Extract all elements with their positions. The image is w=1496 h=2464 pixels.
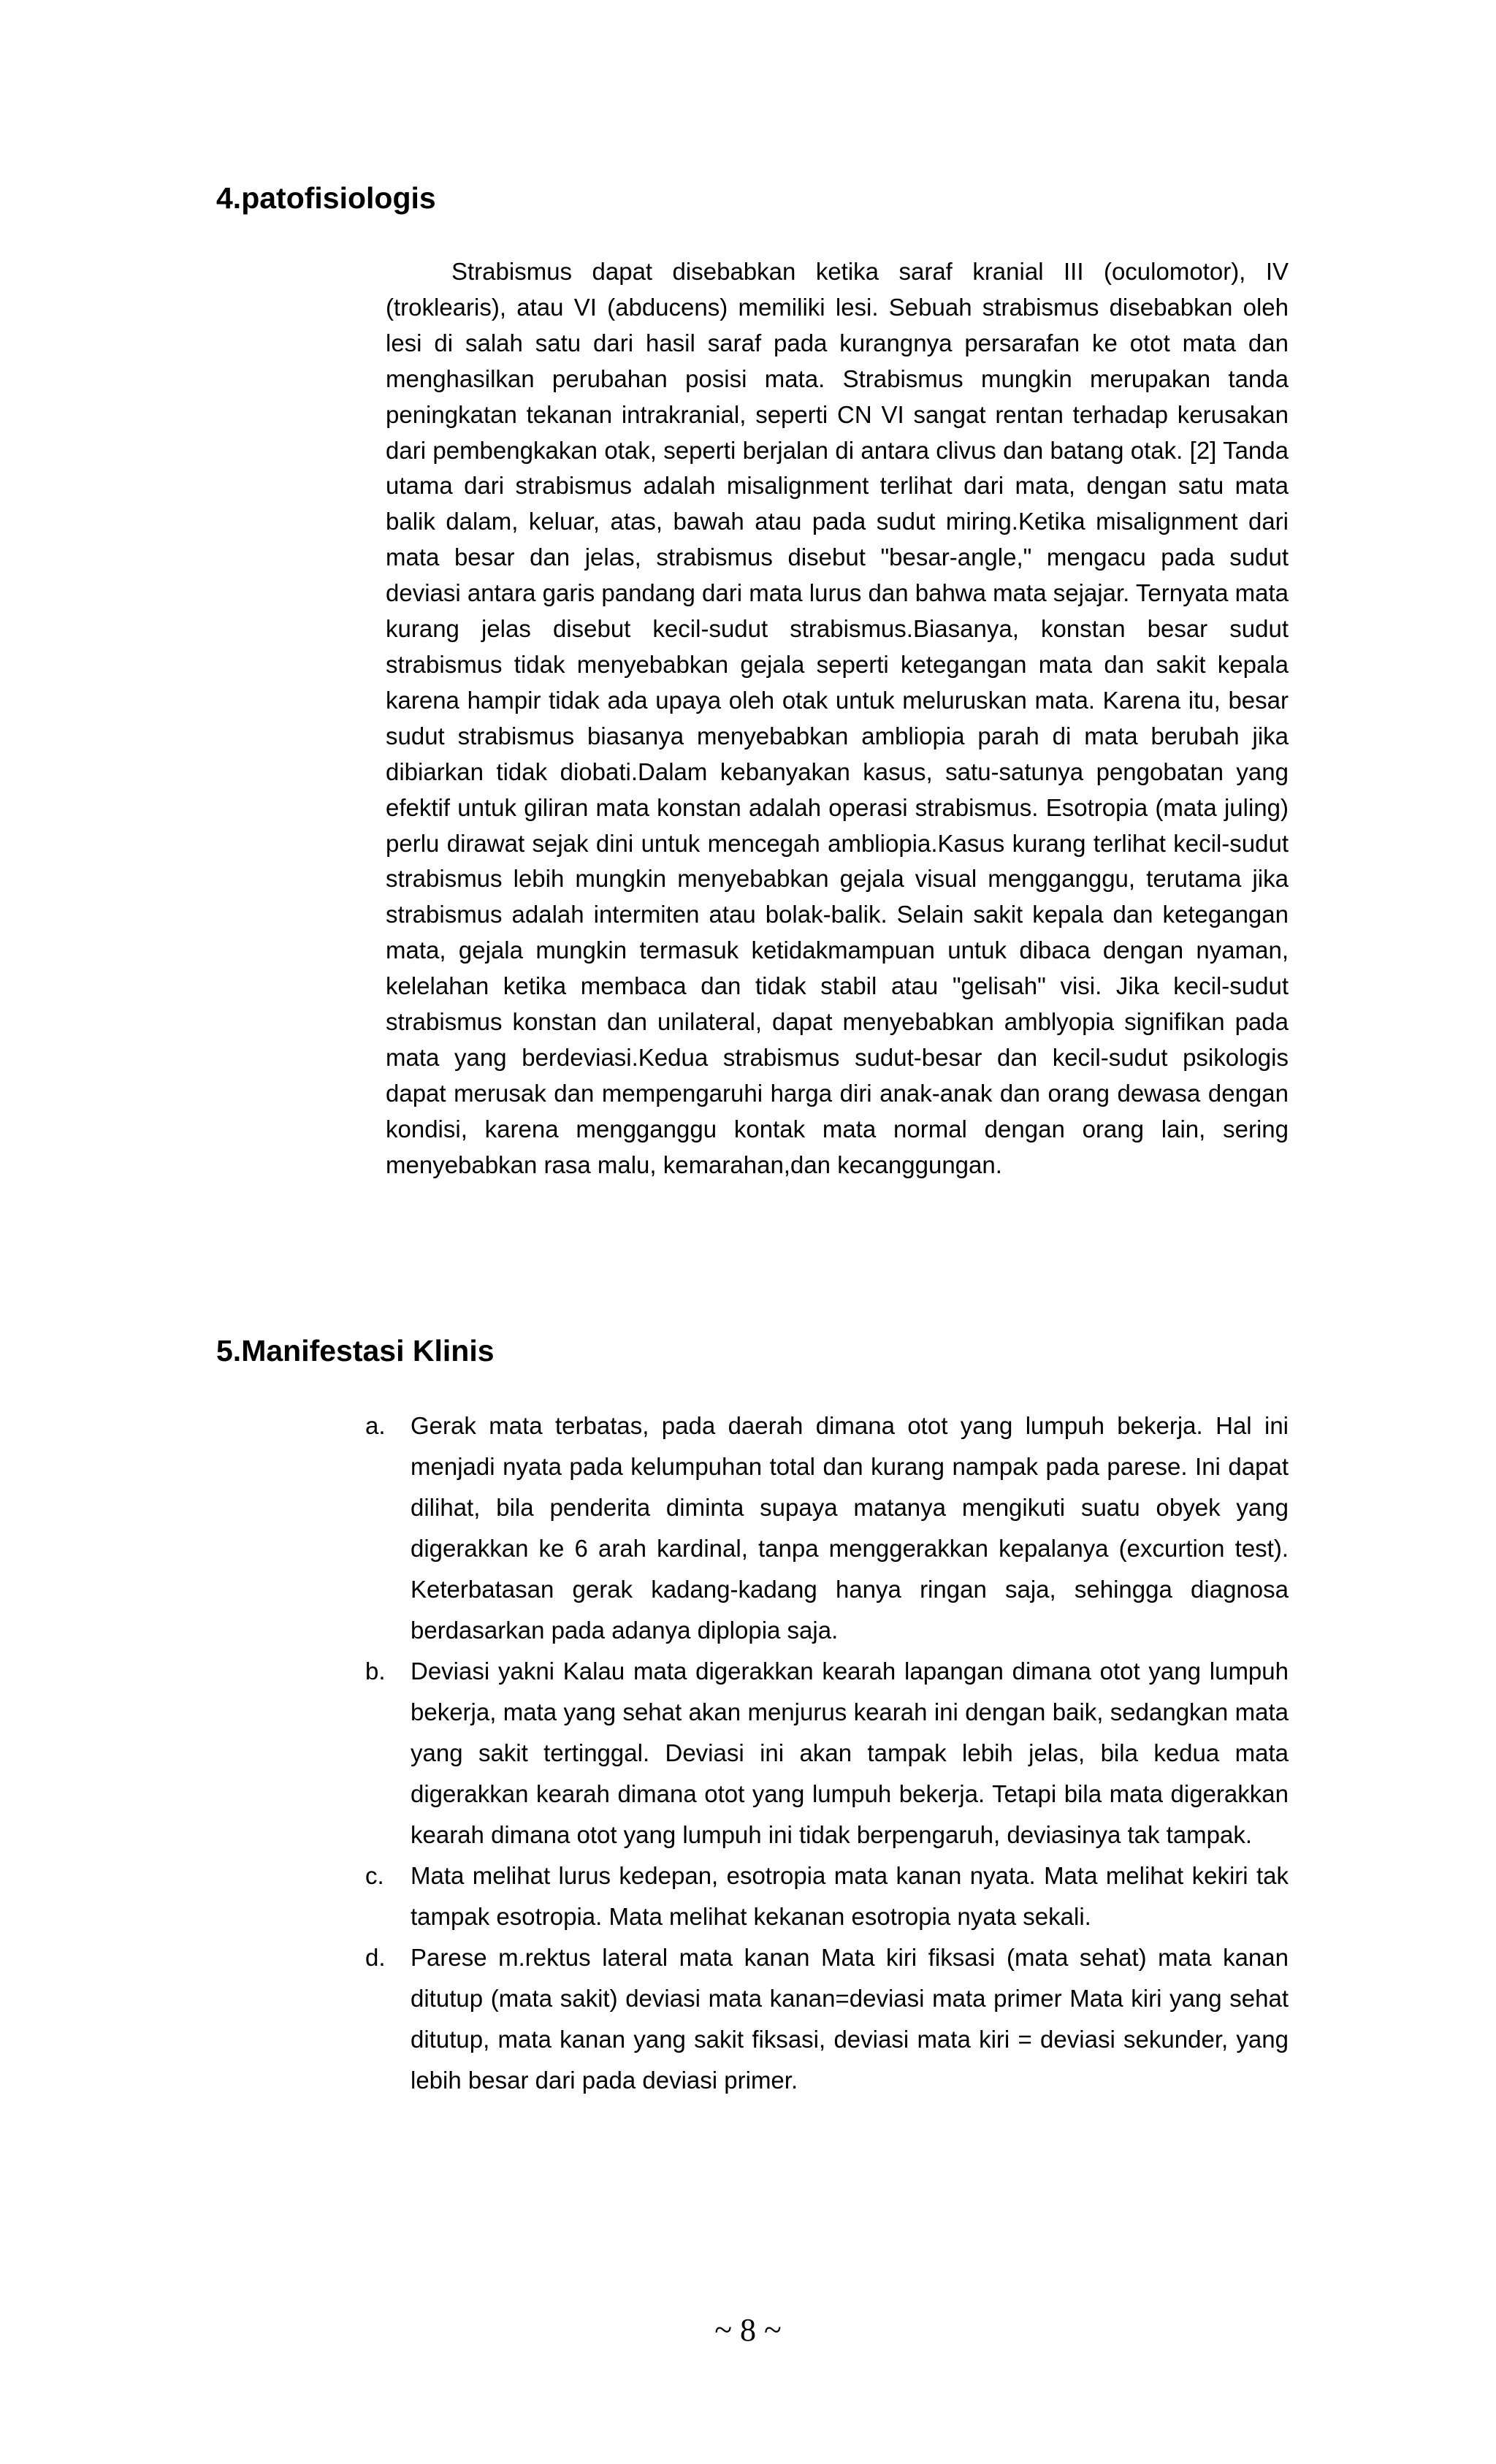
section-heading-patofisiologis: 4.patofisiologis	[216, 181, 436, 215]
patofisiologis-paragraph: Strabismus dapat disebabkan ketika saraf kranial III (oculomotor), IV (troklearis), atau VI (abducens) memiliki lesi. Sebuah strabismus disebabkan oleh lesi di salah satu dari hasil saraf pada kurangnya persarafan ke otot mata dan menghasilkan perubahan posisi mata. Strabismus mungkin merupakan tanda peningkatan tekanan intrakranial, seperti CN VI sangat rentan terhadap kerusakan dari pembengkakan otak, seperti berjalan di antara clivus dan batang otak. [2] Tanda utama dari strabismus adalah misalignment terlihat dari mata, dengan satu mata balik dalam, keluar, atas, bawah atau pada sudut miring.Ketika misalignment dari mata besar dan jelas, strabismus disebut "besar-angle," mengacu pada sudut deviasi antara garis pandang dari mata lurus dan bahwa mata sejajar. Ternyata mata kurang jelas disebut kecil-sudut strabismus.Biasanya, konstan besar sudut strabismus tidak menyebabkan gejala seperti ketegangan mata dan sakit kepala karena hampir tidak ada upaya oleh otak untuk meluruskan mata. Karena itu, besar sudut strabismus biasanya menyebabkan ambliopia parah di mata berubah jika dibiarkan tidak diobati.Dalam kebanyakan kasus, satu-satunya pengobatan yang efektif untuk giliran mata konstan adalah operasi strabismus. Esotropia (mata juling) perlu dirawat sejak dini untuk mencegah ambliopia.Kasus kurang terlihat kecil-sudut strabismus lebih mungkin menyebabkan gejala visual mengganggu, terutama jika strabismus adalah intermiten atau bolak-balik. Selain sakit kepala dan ketegangan mata, gejala mungkin termasuk ketidakmampuan untuk dibaca dengan nyaman, kelelahan ketika membaca dan tidak stabil atau "gelisah" visi. Jika kecil-sudut strabismus konstan dan unilateral, dapat menyebabkan amblyopia signifikan pada mata yang berdeviasi.Kedua strabismus sudut-besar dan kecil-sudut psikologis dapat merusak dan mempengaruhi harga diri anak-anak dan orang dewasa dengan kondisi, karena mengganggu kontak mata normal dengan orang lain, sering menyebabkan rasa malu, kemarahan,dan kecanggungan.	[386, 258, 1289, 1178]
list-marker: b.	[365, 1658, 386, 1685]
list-item	[365, 1937, 1289, 2101]
list-item	[365, 1855, 1289, 1937]
manifestasi-list	[365, 1405, 1289, 2101]
section-heading-manifestasi-klinis: 5.Manifestasi Klinis	[216, 1334, 495, 1368]
list-marker: d.	[365, 1944, 386, 1971]
list-item-text: Deviasi yakni Kalau mata digerakkan kearah lapangan dimana otot yang lumpuh bekerja, mata yang sehat akan menjurus kearah ini dengan baik, sedangkan mata yang sakit tertinggal. Deviasi ini akan tampak lebih jelas, bila kedua mata digerakkan kearah dimana otot yang lumpuh bekerja. Tetapi bila mata digerakkan kearah dimana otot yang lumpuh ini tidak berpengaruh, deviasinya tak tampak.	[411, 1658, 1289, 1848]
list-marker: c.	[365, 1862, 384, 1889]
list-item	[365, 1405, 1289, 1651]
list-item-text: Gerak mata terbatas, pada daerah dimana otot yang lumpuh bekerja. Hal ini menjadi nyata pada kelumpuhan total dan kurang nampak pada parese. Ini dapat dilihat, bila penderita diminta supaya matanya mengikuti suatu obyek yang digerakkan ke 6 arah kardinal, tanpa menggerakkan kepalanya (excurtion test). Keterbatasan gerak kadang-kadang hanya ringan saja, sehingga diagnosa berdasarkan pada adanya diplopia saja.	[411, 1412, 1289, 1644]
list-item-text: Mata melihat lurus kedepan, esotropia mata kanan nyata. Mata melihat kekiri tak tampak esotropia. Mata melihat kekanan esotropia nyata sekali.	[411, 1862, 1289, 1930]
list-marker: a.	[365, 1412, 386, 1439]
list-item-text: Parese m.rektus lateral mata kanan Mata kiri fiksasi (mata sehat) mata kanan ditutup (mata sakit) deviasi mata kanan=deviasi mata primer Mata kiri yang sehat ditutup, mata kanan yang sakit fiksasi, deviasi mata kiri = deviasi sekunder, yang lebih besar dari pada deviasi primer.	[411, 1944, 1289, 2094]
list-item	[365, 1651, 1289, 1855]
page-number: ~ 8 ~	[714, 2312, 782, 2348]
